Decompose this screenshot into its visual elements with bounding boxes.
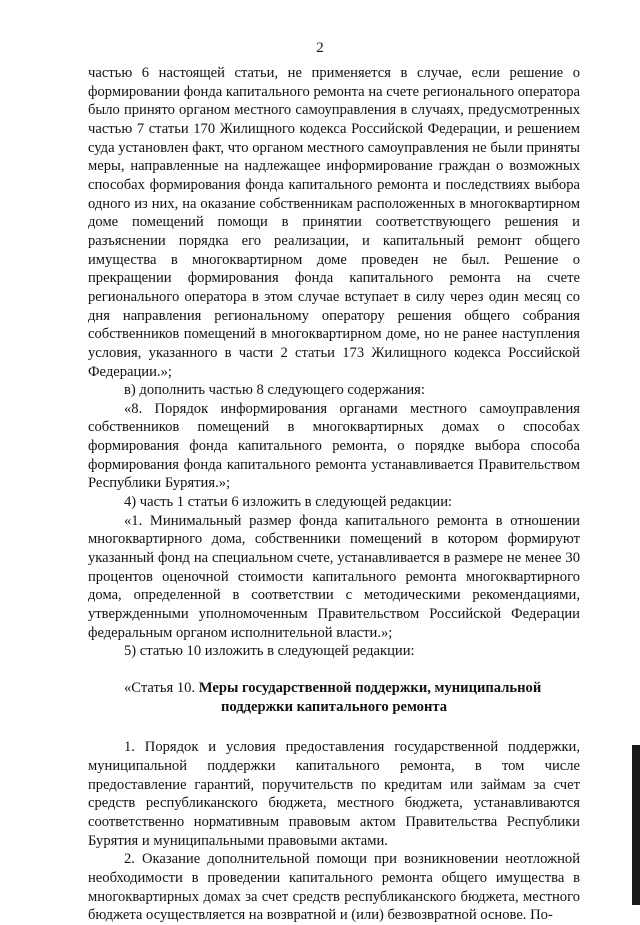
article-heading-title-1: Меры государственной поддержки, муниципальной <box>198 680 542 696</box>
paragraph-amendment-v: в) дополнить частью 8 следующего содержания: <box>124 382 425 399</box>
article-heading-title-2: поддержки капитального ремонта <box>220 698 448 715</box>
article-heading <box>88 679 580 716</box>
scan-edge-mark <box>632 745 640 905</box>
paragraph-article-10-item-1: 1. Порядок и условия предоставления государственной поддержки, муниципальной поддержки капитального ремонта, в том числе предоставление гарантий, поручительств по кредитам или займам за счет средств республиканского бюджета, местного бюджета, устанавливаются соответственно нормативным правовым актом Правительства Республики Бурятия и муниципальными правовыми актами. <box>88 739 580 849</box>
article-heading-prefix: «Статья 10. <box>124 680 199 696</box>
document-body <box>88 64 580 925</box>
paragraph-part-8: «8. Порядок информирования органами местного самоуправления собственников помещений в многоквартирных домах о способах формирования фонда капитального ремонта, о порядке выбора способа формирования фонда капитального ремонта устанавливается Правительством Республики Бурятия.»; <box>88 400 580 492</box>
paragraph-amendment-4: 4) часть 1 статьи 6 изложить в следующей редакции: <box>124 494 453 511</box>
page-number: 2 <box>316 40 324 56</box>
paragraph-article-10-item-2: 2. Оказание дополнительной помощи при возникновении неотложной необходимости в проведении капитального ремонта общего имущества в многоквартирных домах за счет средств республиканского бюджета, местного бюджета осуществляется на возвратной и (или) безвозвратной основе. По- <box>88 851 580 924</box>
paragraph-continuation: частью 6 настоящей статьи, не применяется в случае, если решение о формировании фонда капитального ремонта на счете регионального оператора было принято органом местного самоуправления в случаях, предусмотренных частью 7 статьи 170 Жилищного кодекса Российской Федерации, и решением суда установлен факт, что органом местного самоуправления не были приняты меры, направленные на надлежащее информирование граждан о возможных способах формирования фонда капитального ремонта и последствиях выбора одного из них, на оказание собственникам расположенных в многоквартирном доме помещений помощи в принятии соответствующего решения и разъяснении порядка его реализации, и капитальный ремонт общего имущества в многоквартирном доме проведен не был. Решение о прекращении формирования фонда капитального ремонта на счете регионального оператора в этом случае вступает в силу через один месяц со дня направления региональному оператору решения общего собрания собственников помещений в многоквартирном доме, но не ранее наступления условия, указанного в части 2 статьи 173 Жилищного кодекса Российской Федерации.»; <box>88 65 580 380</box>
paragraph-part-1: «1. Минимальный размер фонда капитального ремонта в отношении многоквартирного дома, собственники помещений в котором формируют указанный фонд на специальном счете, устанавливается в размере не менее 30 процентов оценочной стоимости капитального ремонта многоквартирного дома, определенной в соответствии с методическими рекомендациями, утвержденными уполномоченным Правительством Российской Федерации федеральным органом исполнительной власти.»; <box>88 512 580 641</box>
paragraph-amendment-5: 5) статью 10 изложить в следующей редакции: <box>124 643 415 660</box>
